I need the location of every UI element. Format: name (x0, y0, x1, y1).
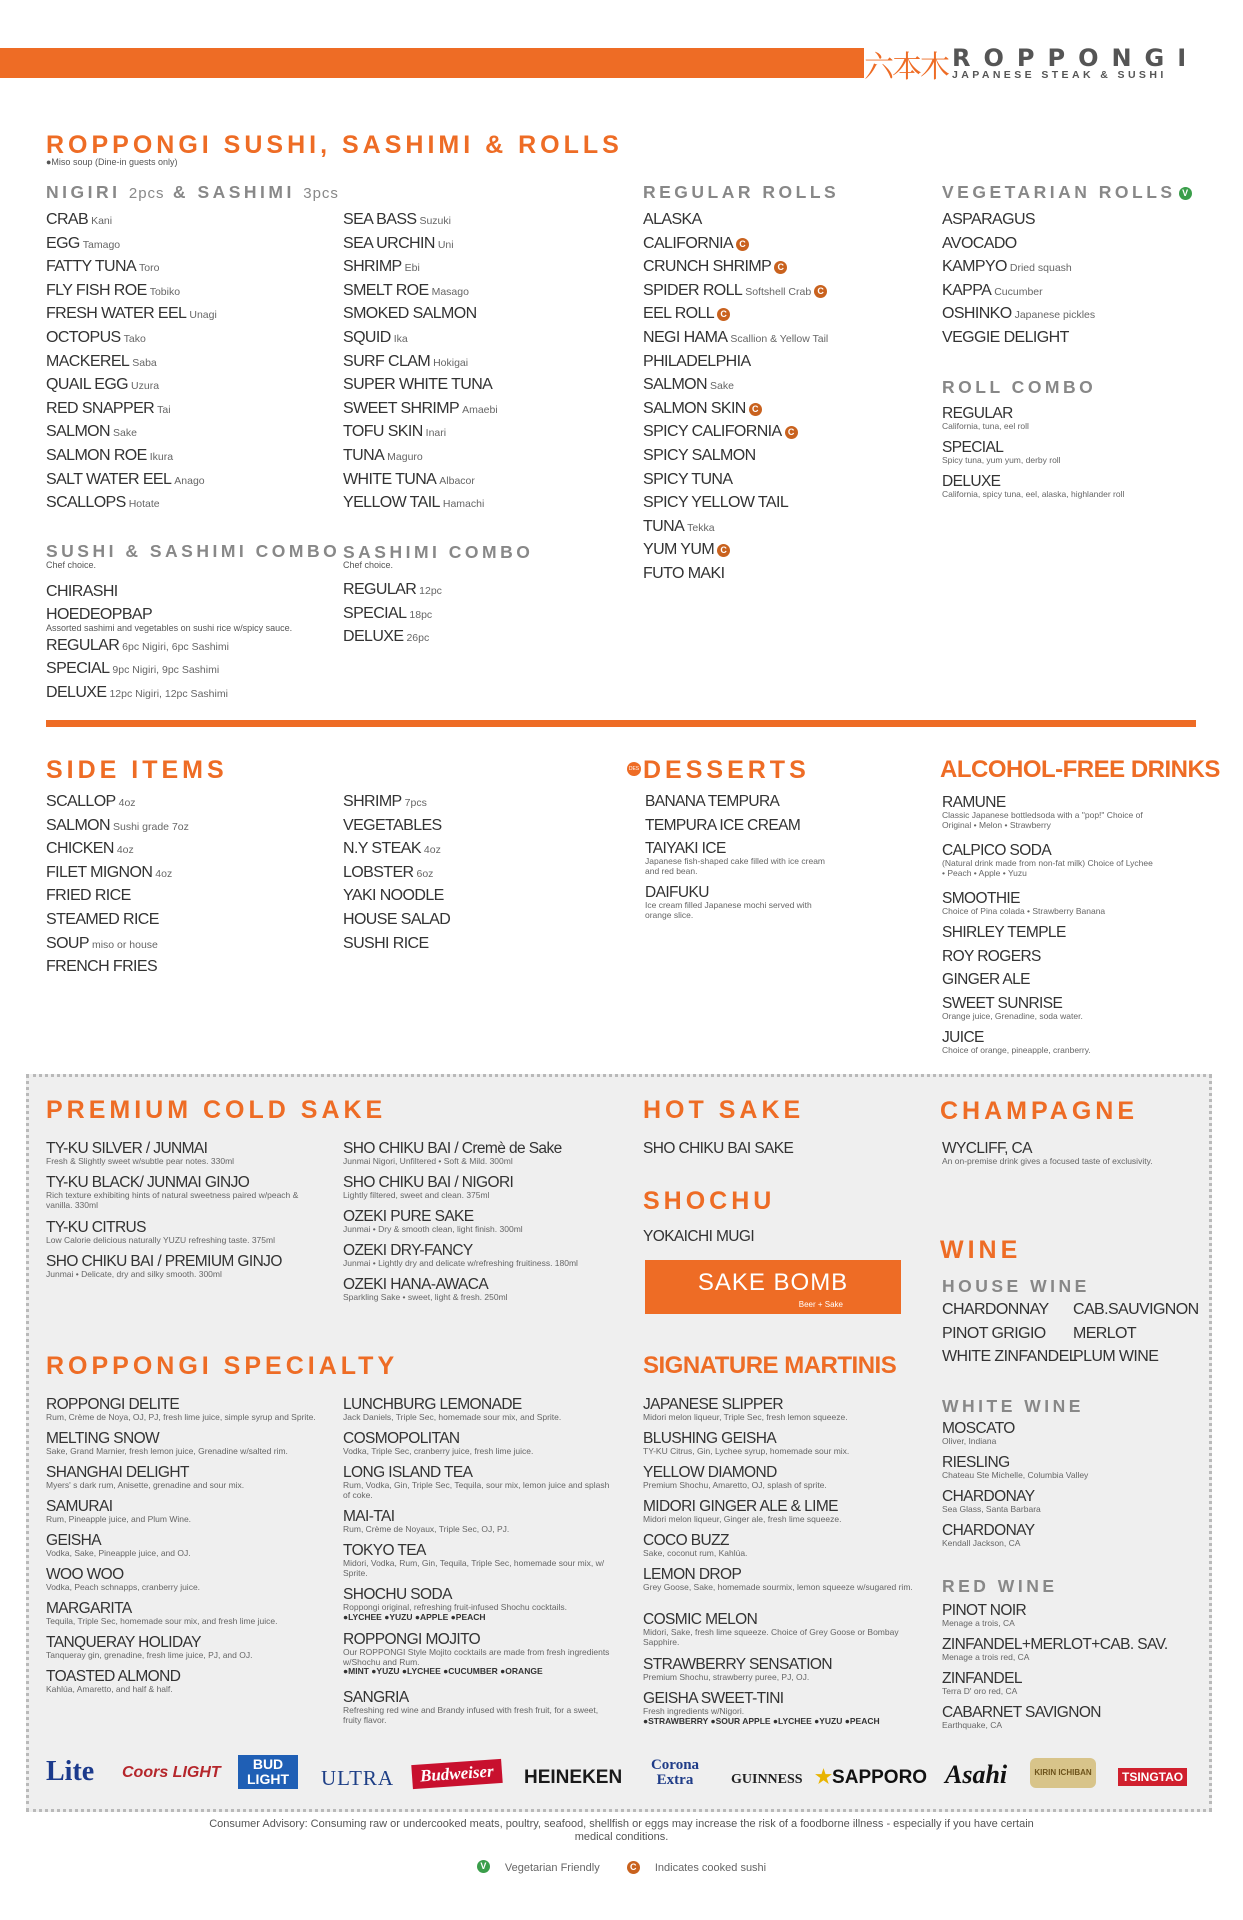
list-item: SMELT ROE Masago (343, 281, 469, 299)
list-item: CABARNET SAVIGNON Earthquake, CA (942, 1704, 1101, 1730)
list-item: YELLOW TAIL Hamachi (343, 494, 485, 512)
legend-vegetarian: V Vegetarian Friendly (471, 1862, 606, 1874)
list-item: STRAWBERRY SENSATION Premium Shochu, strawberry puree, PJ, OJ. (643, 1656, 832, 1682)
list-item: TANQUERAY HOLIDAY Tanqueray gin, grenadine, fresh lime juice, PJ, and OJ. (46, 1634, 253, 1660)
list-item: SMOKED SALMON (343, 305, 477, 323)
miso-note: ●Miso soup (Dine-in guests only) (46, 157, 178, 167)
list-item: NEGI HAMA Scallion & Yellow Tail (643, 328, 829, 346)
list-item: LUNCHBURG LEMONADE Jack Daniels, Triple Sec, homemade sour mix, and Sprite. (343, 1396, 562, 1422)
vegetarian-icon: V (1179, 187, 1192, 200)
sashimi-label: SASHIMI (197, 182, 295, 202)
list-item: OCTOPUS Tako (46, 328, 146, 346)
specialty-list-2 (343, 1396, 613, 1723)
list-item: WHITE ZINFANDEL (942, 1348, 1078, 1366)
list-item: RAMUNE Classic Japanese bottledsoda with a "pop!" Choice of Original • Melon • Strawberry (942, 794, 1143, 830)
list-item: SHO CHIKU BAI / Cremè de Sake Junmai Nigori, Unfiltered • Soft & Mild. 300ml (343, 1140, 562, 1166)
list-item: MELTING SNOW Sake, Grand Marnier, fresh lemon juice, Grenadine w/salted rim. (46, 1430, 288, 1456)
list-item: EEL ROLL C (643, 304, 828, 328)
list-item: TAIYAKI ICE Japanese fish-shaped cake filled with ice cream and red bean. (645, 840, 826, 876)
list-item: ROY ROGERS (942, 947, 1041, 965)
list-item: TEMPURA ICE CREAM (645, 816, 801, 834)
sake-bomb-sub: Beer + Sake (798, 1300, 843, 1309)
list-item: PINOT GRIGIO (942, 1324, 1046, 1342)
list-item: RIESLING Chateau Ste Michelle, Columbia Valley (942, 1454, 1089, 1480)
cold-sake-list-2 (343, 1140, 623, 1310)
list-item: SHRIMP Ebi (343, 258, 420, 276)
list-item: MAI-TAI Rum, Crème de Noyaux, Triple Sec, OJ, PJ. (343, 1508, 510, 1534)
list-item: OZEKI DRY-FANCY Junmai • Lightly dry and delicate w/refreshing fruitiness. 180ml (343, 1242, 578, 1268)
list-item: EGG Tamago (46, 234, 121, 252)
list-item: FUTO MAKI (643, 564, 725, 582)
list-item: MOSCATO Oliver, Indiana (942, 1420, 1015, 1446)
list-item: CRUNCH SHRIMP C (643, 257, 828, 281)
roll-combo-title: ROLL COMBO (942, 377, 1097, 397)
list-item: SALT WATER EEL Anago (46, 470, 205, 488)
legend-cooked: C Indicates cooked sushi (621, 1862, 772, 1874)
list-item: SOUP miso or house (46, 934, 158, 952)
list-item: MERLOT (1073, 1324, 1137, 1342)
roll-combo-list (942, 405, 1202, 507)
list-item: SQUID Ika (343, 328, 408, 346)
list-item: REGULAR 6pc Nigiri, 6pc Sashimi (46, 636, 229, 654)
list-item: SCALLOPS Hotate (46, 494, 160, 512)
coors-light-logo: Coors LIGHT (122, 1764, 221, 1781)
list-item: TOASTED ALMOND Kahlúa, Amaretto, and half & half. (46, 1668, 181, 1694)
nigiri-list-1 (46, 210, 217, 517)
list-item: GEISHA Vodka, Sake, Pineapple juice, and OJ. (46, 1532, 191, 1558)
list-item: FILET MIGNON 4oz (46, 863, 173, 881)
list-item: YELLOW DIAMOND Premium Shochu, Amaretto, OJ, splash of sprite. (643, 1464, 827, 1490)
list-item: SAMURAI Rum, Pineapple juice, and Plum Wine. (46, 1498, 192, 1524)
list-item: CALIFORNIA C (643, 234, 828, 258)
list-item: ASPARAGUS (942, 211, 1035, 228)
brand-tagline: JAPANESE STEAK & SUSHI (952, 69, 1167, 81)
list-item: SPICY SALMON (643, 446, 756, 464)
sake-bomb-title: SAKE BOMB (697, 1269, 849, 1296)
side-list-2 (343, 792, 450, 957)
list-item: SCALLOP 4oz (46, 793, 136, 810)
list-item: YUM YUM C (643, 540, 828, 564)
section-divider (46, 720, 1196, 727)
list-item: SALMON SKIN C (643, 399, 828, 423)
hot-sake-item: SHO CHIKU BAI SAKE (643, 1140, 794, 1157)
corona-logo: Corona Extra (650, 1757, 700, 1788)
sake-bomb-banner (645, 1260, 901, 1314)
alcohol-free-title: ALCOHOL-FREE DRINKS (940, 756, 1220, 783)
list-item: MACKEREL Saba (46, 352, 157, 370)
nigiri-list-2 (343, 210, 498, 517)
list-item: HOEDEOPBAP Assorted sashimi and vegetables on sushi rice w/spicy sauce. (46, 605, 293, 633)
list-item: VEGETABLES (343, 816, 442, 834)
desserts-title: DESSERTS (643, 756, 810, 784)
shochu-item: YOKAICHI MUGI (643, 1228, 755, 1245)
sushi-section-title: ROPPONGI SUSHI, SASHIMI & ROLLS (46, 131, 623, 159)
list-item: RED SNAPPER Tai (46, 399, 171, 417)
list-item: HOUSE SALAD (343, 910, 451, 928)
sashimi-combo-note: Chef choice. (343, 560, 394, 570)
nigiri-count: 2pcs (128, 185, 165, 202)
list-item: JAPANESE SLIPPER Midori melon liqueur, Triple Sec, fresh lemon squeeze. (643, 1396, 848, 1422)
list-item: TOFU SKIN Inari (343, 423, 447, 441)
nigiri-sashimi-title (46, 182, 339, 203)
list-item: SPECIAL 9pc Nigiri, 9pc Sashimi (46, 660, 220, 678)
list-item: ZINFANDEL Terra D' oro red, CA (942, 1670, 1022, 1696)
list-item: SHIRLEY TEMPLE (942, 924, 1066, 941)
list-item: MARGARITA Tequila, Triple Sec, homemade sour mix, and fresh lime juice. (46, 1600, 278, 1626)
sapporo-logo: ★SAPPORO (815, 1767, 928, 1788)
house-wine-title: HOUSE WINE (942, 1276, 1090, 1296)
side-items-title: SIDE ITEMS (46, 756, 228, 784)
list-item: TUNA Tekka (643, 517, 715, 535)
list-item: SUPER WHITE TUNA (343, 376, 493, 394)
logo (864, 44, 1204, 85)
combo-list (46, 582, 292, 706)
list-item: CHARDONAY Sea Glass, Santa Barbara (942, 1488, 1041, 1514)
list-item: FRIED RICE (46, 887, 131, 905)
heineken-logo: HEINEKEN (524, 1767, 623, 1788)
list-item: MIDORI GINGER ALE & LIME Midori melon liqueur, Ginger ale, fresh lime squeeze. (643, 1498, 842, 1524)
list-item: CHIRASHI (46, 583, 118, 600)
cooked-icon: C (717, 308, 730, 321)
list-item: REGULAR 12pc (343, 581, 442, 598)
vegetarian-icon: V (477, 1860, 490, 1873)
house-wine-list-1 (942, 1300, 1077, 1371)
list-item: SHANGHAI DELIGHT Myers' s dark rum, Anisette, grenadine and sour mix. (46, 1464, 245, 1490)
vegetarian-rolls-list (942, 210, 1095, 352)
amp: & (172, 182, 190, 202)
list-item: GINGER ALE (942, 971, 1030, 988)
hot-sake-title: HOT SAKE (643, 1096, 805, 1124)
list-item: SEA URCHIN Uni (343, 234, 454, 252)
list-item: SPICY YELLOW TAIL (643, 494, 789, 512)
list-item: DELUXE 12pc Nigiri, 12pc Sashimi (46, 683, 228, 701)
guinness-logo: GUINNESS (731, 1772, 803, 1787)
regular-rolls-list (643, 210, 828, 588)
list-item: SWEET SUNRISE Orange juice, Grenadine, soda water. (942, 994, 1083, 1021)
list-item: SPECIAL 18pc (343, 604, 433, 622)
list-item: FRESH WATER EEL Unagi (46, 305, 217, 323)
martinis-title: SIGNATURE MARTINIS (643, 1352, 897, 1379)
list-item: OZEKI HANA-AWACA Sparkling Sake • sweet, light & fresh. 250ml (343, 1276, 508, 1302)
list-item: TOKYO TEA Midori, Vodka, Rum, Gin, Tequila, Triple Sec, homemade sour mix, w/ Sprite. (343, 1542, 605, 1578)
list-item: ROPPONGI DELITE Rum, Crème de Noya, OJ, PJ, fresh lime juice, simple syrup and Sprite. (46, 1396, 316, 1422)
list-item: TY-KU SILVER / JUNMAI Fresh & Slightly sweet w/subtle pear notes. 330ml (46, 1140, 235, 1166)
kirin-logo: KIRIN ICHIBAN (1030, 1758, 1096, 1788)
list-item: SHRIMP 7pcs (343, 793, 427, 810)
list-item: SANGRIA Refreshing red wine and Brandy infused with fresh fruit, for a sweet, fruity flavor. (343, 1689, 599, 1725)
list-item: SPICY CALIFORNIA C (643, 422, 828, 446)
budweiser-logo: Budweiser (411, 1759, 502, 1789)
list-item: CALPICO SODA (Natural drink made from non-fat milk) Choice of Lychee • Peach • Apple • Yuzu (942, 842, 1153, 878)
list-item: COCO BUZZ Sake, coconut rum, Kahlúa. (643, 1532, 748, 1558)
list-item: OSHINKO Japanese pickles (942, 305, 1096, 323)
list-item: N.Y STEAK 4oz (343, 840, 441, 858)
list-item: CRAB Kani (46, 211, 113, 228)
list-item: AVOCADO (942, 234, 1017, 252)
list-item: SHOCHU SODA Roppongi original, refreshing fruit-infused Shochu cocktails. ●LYCHEE ●YUZU ●APPLE ●PEACH (343, 1586, 567, 1622)
list-item: SHO CHIKU BAI / PREMIUM GINJO Junmai • Delicate, dry and silky smooth. 300ml (46, 1253, 282, 1279)
list-item: YAKI NOODLE (343, 887, 444, 905)
list-item: CHICKEN 4oz (46, 840, 134, 858)
list-item: SPIDER ROLL Softshell Crab C (643, 281, 828, 305)
list-item: KAMPYO Dried squash (942, 258, 1072, 276)
shochu-title: SHOCHU (643, 1187, 776, 1215)
legend (0, 1860, 1243, 1874)
cooked-icon: C (774, 261, 787, 274)
list-item: ALASKA (643, 211, 702, 228)
list-item: PINOT NOIR Menage a trois, CA (942, 1602, 1027, 1628)
tsingtao-logo: TSINGTAO (1118, 1768, 1187, 1786)
sushi-sashimi-combo-title: SUSHI & SASHIMI COMBO (46, 541, 341, 561)
vegetarian-rolls-title: VEGETARIAN ROLLS V (942, 182, 1192, 203)
asahi-logo: Asahi (945, 1760, 1008, 1789)
list-item: TY-KU CITRUS Low Calorie delicious naturally YUZU refreshing taste. 375ml (46, 1219, 275, 1245)
martinis-list (643, 1396, 913, 1730)
cooked-icon: C (785, 426, 798, 439)
list-item: COSMIC MELON Midori, Sake, fresh lime squeeze. Choice of Grey Goose or Bombay Sapphire. (643, 1611, 899, 1647)
champagne-item: WYCLIFF, CA An on-premise drink gives a focused taste of exclusivity. (942, 1140, 1153, 1166)
cold-sake-list-1 (46, 1140, 316, 1287)
cold-sake-title: PREMIUM COLD SAKE (46, 1096, 387, 1124)
cooked-icon: C (749, 403, 762, 416)
sashimi-combo-list (343, 580, 442, 651)
list-item: GEISHA SWEET-TINI Fresh ingredients w/Nigori. ●STRAWBERRY ●SOUR APPLE ●LYCHEE ●YUZU ●PEACH (643, 1690, 880, 1726)
list-item: DELUXE California, spicy tuna, eel, alaska, highlander roll (942, 473, 1125, 499)
cooked-icon: C (627, 1861, 640, 1874)
list-item: CHARDONNAY (942, 1301, 1049, 1318)
list-item: PHILADELPHIA (643, 352, 751, 370)
list-item: TUNA Maguro (343, 446, 423, 464)
cooked-icon: C (814, 285, 827, 298)
list-item: SALMON Sushi grade 7oz (46, 816, 189, 834)
list-item: ROPPONGI MOJITO Our ROPPONGI Style Mojito cocktails are made from fresh ingredients w/Shochu and Rum. ●MINT ●YUZU ●LYCHEE ●CUCUMBER ●ORANGE (343, 1631, 610, 1676)
ultra-logo: ULTRA (321, 1766, 395, 1790)
list-item: SPECIAL Spicy tuna, yum yum, derby roll (942, 439, 1061, 465)
list-item: CHARDONAY Kendall Jackson, CA (942, 1522, 1035, 1548)
sashimi-count: 3pcs (303, 185, 339, 202)
list-item: SEA BASS Suzuki (343, 211, 451, 228)
logo-kanji: 六本木 (864, 50, 948, 85)
list-item: OZEKI PURE SAKE Junmai • Dry & smooth clean, light finish. 300ml (343, 1208, 523, 1234)
drinks-list (942, 794, 1157, 1063)
list-item: COSMOPOLITAN Vodka, Triple Sec, cranberry juice, fresh lime juice. (343, 1430, 534, 1456)
dessert-icon: DES (627, 762, 641, 776)
list-item: FRENCH FRIES (46, 958, 158, 976)
list-item: SALMON Sake (643, 376, 734, 394)
nigiri-label: NIGIRI (46, 182, 121, 202)
list-item: SALMON ROE Ikura (46, 446, 174, 464)
list-item: JUICE Choice of orange, pineapple, cranberry. (942, 1028, 1091, 1055)
list-item: CAB.SAUVIGNON (1073, 1301, 1199, 1318)
regular-rolls-title: REGULAR ROLLS (643, 182, 840, 202)
red-wine-list (942, 1602, 1202, 1738)
cooked-icon: C (736, 238, 749, 251)
consumer-advisory: Consumer Advisory: Consuming raw or undercooked meats, poultry, seafood, shellfish or eggs may increase the risk of a foodborne illness - especially if you have certain medical conditions. (209, 1818, 1034, 1843)
champagne-title: CHAMPAGNE (940, 1097, 1139, 1125)
list-item: FLY FISH ROE Tobiko (46, 281, 181, 299)
white-wine-title: WHITE WINE (942, 1396, 1084, 1416)
red-wine-title: RED WINE (942, 1576, 1058, 1596)
list-item: LONG ISLAND TEA Rum, Vodka, Gin, Triple Sec, Tequila, sour mix, lemon juice and splash of coke. (343, 1464, 610, 1500)
list-item: SPICY TUNA (643, 470, 733, 488)
cooked-icon: C (717, 544, 730, 557)
list-item: SWEET SHRIMP Amaebi (343, 399, 498, 417)
side-list-1 (46, 792, 189, 981)
list-item: DAIFUKU Ice cream filled Japanese mochi served with orange slice. (645, 884, 812, 920)
list-item: KAPPA Cucumber (942, 281, 1043, 299)
house-wine-list-2 (1073, 1300, 1199, 1371)
list-item: BLUSHING GEISHA TY-KU Citrus, Gin, Lychee syrup, homemade sour mix. (643, 1430, 850, 1456)
list-item: LEMON DROP Grey Goose, Sake, homemade sourmix, lemon squeeze w/sugared rim. (643, 1566, 913, 1592)
list-item: REGULAR California, tuna, eel roll (942, 405, 1029, 431)
list-item: SMOOTHIE Choice of Pina colada • Strawberry Banana (942, 890, 1106, 916)
list-item: VEGGIE DELIGHT (942, 328, 1069, 346)
list-item: WOO WOO Vodka, Peach schnapps, cranberry juice. (46, 1566, 201, 1592)
brand-name: ROPPONGI (952, 44, 1200, 72)
list-item: DELUXE 26pc (343, 628, 430, 646)
list-item: SHO CHIKU BAI / NIGORI Lightly filtered, sweet and clean. 375ml (343, 1174, 514, 1200)
list-item: BANANA TEMPURA (645, 793, 780, 810)
list-item: FATTY TUNA Toro (46, 258, 160, 276)
sashimi-combo-title: SASHIMI COMBO (343, 542, 534, 562)
list-item: PLUM WINE (1073, 1348, 1159, 1366)
desserts-list (645, 793, 835, 928)
lite-logo: Lite (46, 1756, 95, 1787)
list-item: LOBSTER 6oz (343, 863, 434, 881)
list-item: WHITE TUNA Albacor (343, 470, 475, 488)
combo-note: Chef choice. (46, 560, 97, 570)
list-item: TY-KU BLACK/ JUNMAI GINJO Rich texture exhibiting hints of natural sweetness paired w/peach & vanilla. 330ml (46, 1174, 299, 1210)
list-item: QUAIL EGG Uzura (46, 376, 160, 394)
list-item: ZINFANDEL+MERLOT+CAB. SAV. Menage a trois red, CA (942, 1636, 1168, 1662)
wine-title: WINE (940, 1236, 1022, 1264)
specialty-title: ROPPONGI SPECIALTY (46, 1352, 399, 1380)
list-item: SUSHI RICE (343, 934, 429, 952)
list-item: STEAMED RICE (46, 910, 159, 928)
list-item: SURF CLAM Hokigai (343, 352, 469, 370)
white-wine-list (942, 1420, 1202, 1556)
list-item: SALMON Sake (46, 423, 137, 441)
bud-light-logo: BUD LIGHT (238, 1755, 298, 1789)
specialty-list-1 (46, 1396, 316, 1702)
